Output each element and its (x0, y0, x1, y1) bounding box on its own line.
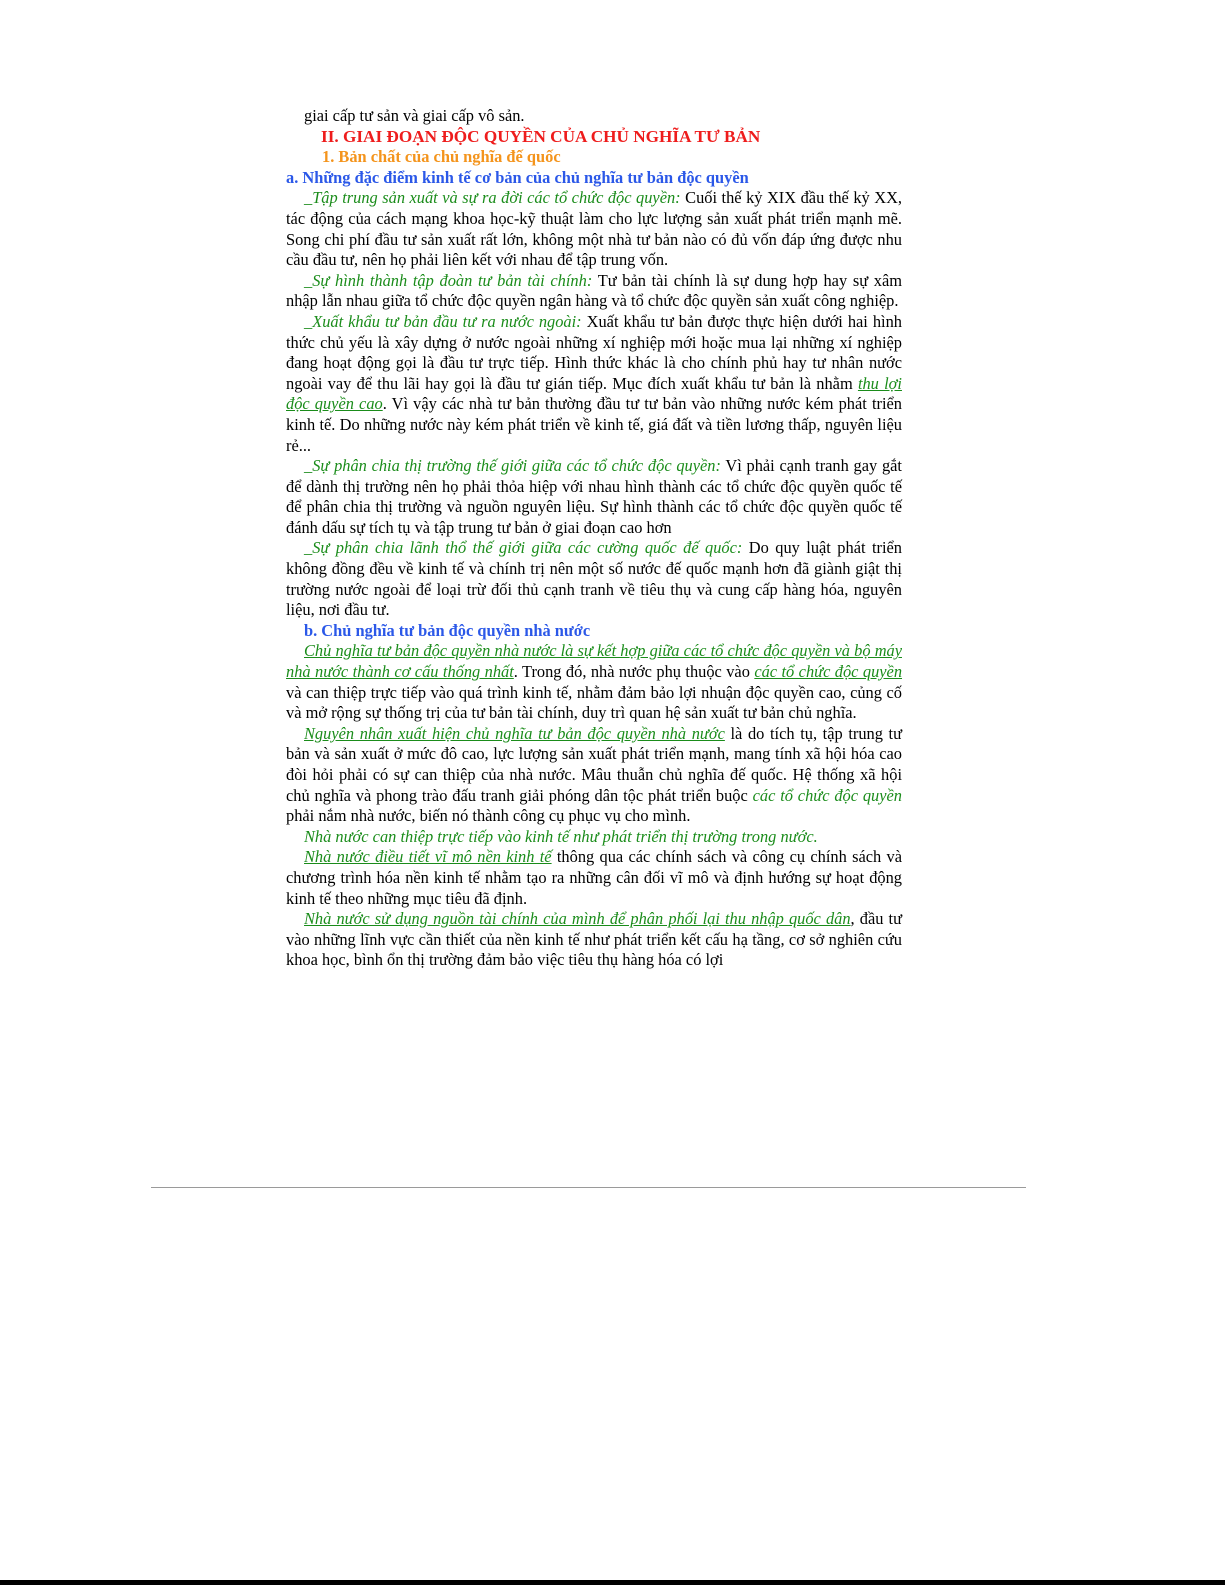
paragraph-1-text: Cuối thế kỷ XIX đầu thế kỷ XX, tác động của cách mạng khoa học-kỹ thuật làm cho lực lượng sản xuất phát triển mạnh mẽ. Song chi phí đầu tư sản xuất rất lớn, không một nhà tư bản nào có đủ vốn đáp ứng được nhu cầu đầu tư, nên họ phải liên kết với nhau để tập trung vốn. (286, 188, 902, 270)
paragraph-7-lead: Nguyên nhân xuất hiện chủ nghĩa tư bản độc quyền nhà nước (304, 723, 725, 743)
paragraph-3-emphasis: thu lợi độc quyền cao (286, 373, 902, 414)
paragraph-5-text: Do quy luật phát triển không đồng đều về kinh tế và chính trị nên một số nước đế quốc mạnh hơn đã giành giật thị trường nước ngoài để loại trừ đối thủ cạnh tranh về tiêu thụ và cung cấp hàng hóa, nguyên liệu, nơi đầu tư. (286, 538, 902, 620)
paragraph-9-lead: Nhà nước điều tiết vĩ mô nền kinh tế (304, 847, 552, 867)
paragraph-4 (286, 456, 902, 538)
paragraph-2 (286, 271, 902, 312)
paragraph-4-lead: _Sự phân chia thị trường thế giới giữa các tổ chức độc quyền: (304, 456, 721, 476)
paragraph-5-lead: _Sự phân chia lãnh thổ thế giới giữa các cường quốc đế quốc: (304, 538, 743, 558)
heading-b: b. Chủ nghĩa tư bản độc quyền nhà nước (304, 620, 591, 640)
paragraph-3-text-b: . Vì vậy các nhà tư bản thường đầu tư tư bản vào những nước kém phát triển kinh tế. Do những nước này kém phát triển về kinh tế, giá đất và tiền lương thấp, nguyên liệu rẻ... (286, 394, 902, 455)
paragraph-5 (286, 538, 902, 620)
heading-ii: II. GIAI ĐOẠN ĐỘC QUYỀN CỦA CHỦ NGHĨA TƯ BẢN (321, 126, 761, 146)
paragraph-6-text-a: . Trong đó, nhà nước phụ thuộc vào (513, 662, 755, 682)
paragraph-10-text: , đầu tư vào những lĩnh vực cần thiết của nền kinh tế như phát triển kết cấu hạ tầng, cơ sở nghiên cứu khoa học, bình ổn thị trường đảm bảo việc tiêu thụ hàng hóa có lợi (286, 909, 902, 970)
paragraph-8-lead: Nhà nước can thiệp trực tiếp vào kinh tế như phát triển thị trường trong nước. (304, 826, 818, 846)
paragraph-4-text: Vì phải cạnh tranh gay gắt để dành thị trường nên họ phải thỏa hiệp với nhau hình thành các tổ chức độc quyền quốc tế để phân chia thị trường và nguồn nguyên liệu. Sự hình thành các tổ chức độc quyền quốc tế đánh dấu sự tích tụ và tập trung tư bản ở giai đoạn cao hơn (286, 456, 902, 537)
paragraph-7-text-a: là do tích tụ, tập trung tư bản và sản xuất ở mức đô cao, lực lượng sản xuất phát triển mạnh, mang tính xã hội hóa cao đòi hỏi phải có sự can thiệp của nhà nước. Mâu thuẫn chủ nghĩa đế quốc. Hệ thống xã hội chủ nghĩa và phong trào đấu tranh giải phóng dân tộc phát triển buộc (286, 723, 902, 805)
paragraph-3 (286, 312, 902, 456)
paragraph-9 (286, 847, 902, 909)
paragraph-9-text: thông qua các chính sách và công cụ chính sách và chương trình hóa nền kinh tế nhằm tạo ra những cân đối vĩ mô và định hướng sự hoạt động kinh tế theo những mục tiêu đã định. (286, 847, 902, 908)
heading-a: a. Những đặc điểm kinh tế cơ bản của chủ nghĩa tư bản độc quyền (286, 167, 749, 187)
bottom-edge (0, 1580, 1225, 1585)
paragraph-7-emphasis: các tổ chức độc quyền (752, 785, 902, 805)
intro-line: giai cấp tư sản và giai cấp vô sản. (304, 106, 525, 125)
paragraph-7-text-b: phải nắm nhà nước, biến nó thành công cụ phục vụ cho mình. (286, 806, 691, 826)
paragraph-10-lead: Nhà nước sử dụng nguồn tài chính của mình để phân phối lại thu nhập quốc dân (304, 909, 851, 929)
paragraph-6 (286, 641, 902, 723)
paragraph-6-emphasis: các tổ chức độc quyền (754, 662, 903, 682)
page-divider (151, 1187, 1026, 1188)
paragraph-1-lead: _Tập trung sản xuất và sự ra đời các tổ chức độc quyền: (304, 188, 681, 208)
paragraph-2-lead: _Sự hình thành tập đoàn tư bản tài chính: (304, 270, 593, 290)
paragraph-7 (286, 724, 902, 827)
heading-1: 1. Bản chất của chủ nghĩa đế quốc (322, 147, 561, 167)
paragraph-3-text-a: Xuất khẩu tư bản được thực hiện dưới hai hình thức chủ yếu là xây dựng ở nước ngoài những xí nghiệp mới hoặc mua lại những xí nghiệp đang hoạt động gọi là đầu tư trực tiếp. Hình thức khác là cho chính phủ hay tư nhân nước ngoài vay để thu lãi hay gọi là đầu tư gián tiếp. Mục đích xuất khẩu tư bản là nhằm (286, 311, 902, 393)
paragraph-8 (286, 827, 902, 848)
paragraph-10 (286, 909, 902, 971)
paragraph-1 (286, 188, 902, 270)
paragraph-2-text: Tư bản tài chính là sự dung hợp hay sự xâm nhập lẫn nhau giữa tổ chức độc quyền ngân hàng và tổ chức độc quyền sản xuất công nghiệp. (286, 270, 902, 311)
paragraph-6-text-b: và can thiệp trực tiếp vào quá trình kinh tế, nhằm đảm bảo lợi nhuận độc quyền cao, củng cố và mở rộng sự thống trị của tư bản tài chính, duy trì quan hệ sản xuất tư bản chủ nghĩa. (286, 682, 902, 723)
paragraph-6-lead: Chủ nghĩa tư bản độc quyền nhà nước là sự kết hợp giữa các tổ chức độc quyền và bộ máy nhà nước thành cơ cấu thống nhất (286, 641, 902, 682)
paragraph-3-lead: _Xuất khẩu tư bản đầu tư ra nước ngoài: (304, 311, 582, 331)
document-page (286, 106, 902, 971)
